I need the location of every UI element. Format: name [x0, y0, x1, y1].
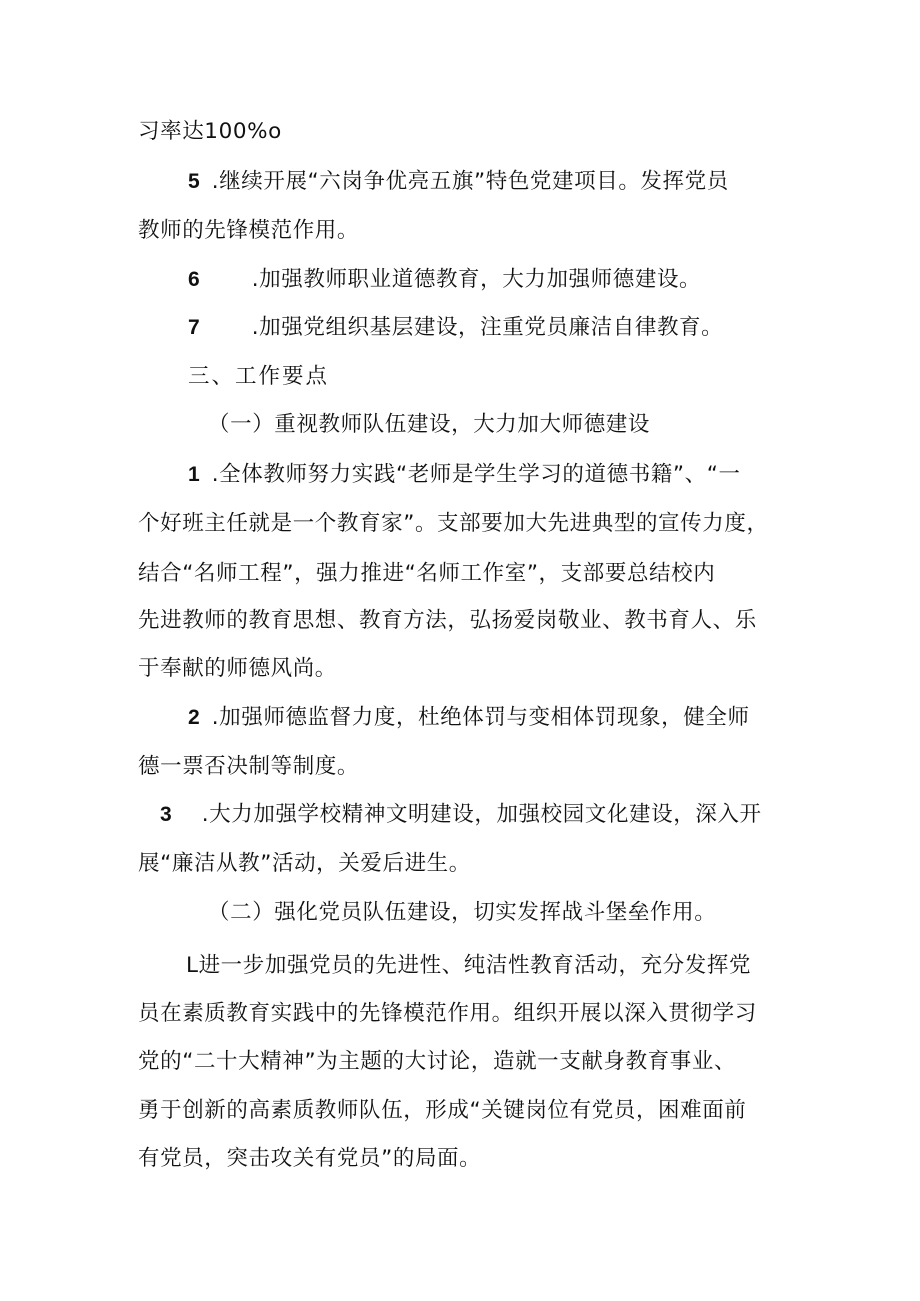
- line-text: .加强教师职业道德教育，大力加强师德建设。: [251, 267, 702, 292]
- line-text: （一）重视教师队伍建设，大力加大师德建设: [208, 412, 651, 437]
- list-item: [188, 258, 920, 302]
- line-text: 习率达100%o: [138, 119, 282, 144]
- text-line: [138, 842, 920, 886]
- text-line: [138, 1089, 920, 1133]
- line-text: 勇于创新的高素质教师队伍，形成“关键岗位有党员，困难面前: [138, 1098, 747, 1123]
- line-text: 教师的先锋模范作用。: [138, 218, 360, 243]
- line-text: 党的“二十大精神”为主题的大讨论，造就一支献身教育事业、: [138, 1049, 737, 1074]
- line-text: 有党员，突击攻关有党员”的局面。: [138, 1146, 482, 1171]
- line-text: L进一步加强党员的先进性、纯洁性教育活动，充分发挥党: [186, 953, 752, 978]
- line-text: 个好班主任就是一个教育家”。支部要加大先进典型的宣传力度，: [138, 511, 769, 536]
- item-number: 5: [188, 170, 201, 193]
- line-text: .加强党组织基层建设，注重党员廉洁自律教育。: [251, 315, 724, 340]
- item-number: 7: [188, 316, 201, 339]
- item-number: 2: [188, 706, 201, 729]
- section-heading: [188, 355, 920, 399]
- line-text: 德一票否决制等制度。: [138, 754, 360, 779]
- line-text: .继续开展“六岗争优亮五旗”特色党建项目。发挥党员: [211, 169, 729, 194]
- line-text: .全体教师努力实践“老师是学生学习的道德书籍”、“一: [211, 462, 741, 487]
- list-item: [188, 306, 920, 350]
- list-item: [188, 453, 920, 497]
- line-text: 结合“名师工程”，强力推进“名师工作室”，支部要总结校内: [138, 561, 716, 586]
- item-number: 1: [188, 463, 201, 486]
- text-line: [138, 647, 920, 691]
- line-text: 展“廉洁从教”活动，关爱后进生。: [138, 851, 471, 876]
- line-text: .加强师德监督力度，杜绝体罚与变相体罚现象，健全师: [211, 705, 750, 730]
- list-item: [160, 793, 920, 837]
- text-line: [138, 552, 920, 596]
- line-text: （二）强化党员队伍建设，切实发挥战斗堡垒作用。: [208, 900, 717, 925]
- item-number: 3: [160, 803, 173, 826]
- text-line: [138, 599, 920, 643]
- text-line: [138, 110, 920, 154]
- subsection-heading: [208, 403, 920, 447]
- subsection-heading: [208, 891, 920, 935]
- text-line: [186, 944, 920, 988]
- list-item: [188, 160, 920, 204]
- line-text: 员在素质教育实践中的先锋模范作用。组织开展以深入贯彻学习: [138, 1001, 757, 1026]
- text-line: [138, 1137, 920, 1181]
- text-line: [138, 992, 920, 1036]
- text-line: [138, 1040, 920, 1084]
- list-item: [188, 696, 920, 740]
- line-text: 三、工作要点: [188, 364, 330, 389]
- line-text: 先进教师的教育思想、教育方法，弘扬爱岗敬业、教书育人、乐: [138, 608, 757, 633]
- line-text: 于奉献的师德风尚。: [138, 656, 337, 681]
- text-line: [138, 209, 920, 253]
- item-number: 6: [188, 268, 201, 291]
- line-text: .大力加强学校精神文明建设，加强校园文化建设，深入开: [201, 802, 762, 827]
- text-line: [138, 745, 920, 789]
- text-line: [138, 502, 920, 546]
